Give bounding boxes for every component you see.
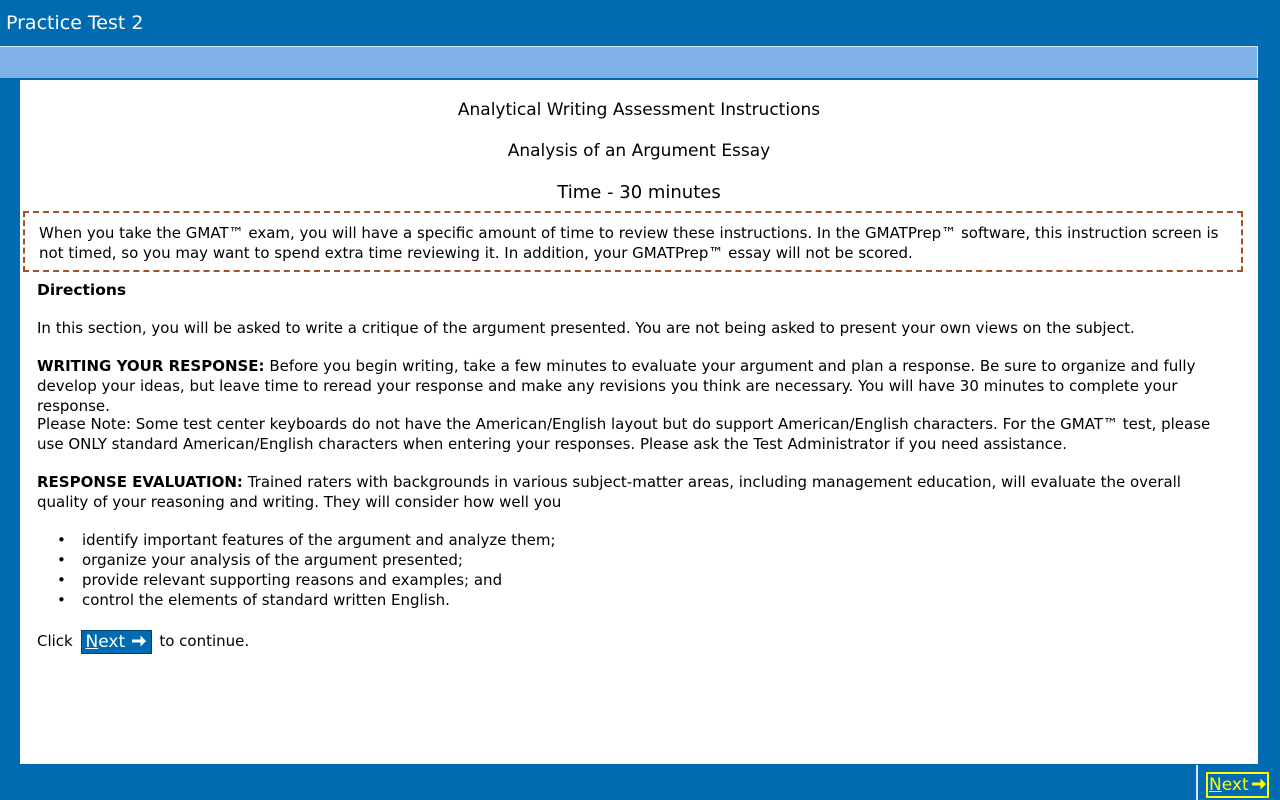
list-item: • organize your analysis of the argument presented; xyxy=(37,550,1237,570)
arrow-right-icon xyxy=(131,634,147,648)
bottom-toolbar xyxy=(20,765,1280,800)
writing-response-text: Before you begin writing, take a few minutes to evaluate your argument and plan a response. Be sure to organize and fully develop your ideas, but leave time to reread your response and make any revisions you think are necessary. You will have 30 minutes to complete your response. xyxy=(37,357,1196,415)
inline-next-illustration xyxy=(81,630,152,654)
directions-label: Directions xyxy=(37,281,127,299)
response-evaluation-label: RESPONSE EVALUATION: xyxy=(37,473,243,491)
continue-instruction xyxy=(37,629,249,654)
writing-response-paragraph xyxy=(37,356,1237,416)
keyboard-note-paragraph: Please Note: Some test center keyboards do not have the American/English layout but do support American/English characters. For the GMAT™ test, please use ONLY standard American/English characters when entering your responses. Please ask the Test Administrator if you need assistance. xyxy=(37,415,1211,453)
page-title: Analytical Writing Assessment Instructions xyxy=(457,100,821,120)
inline-next-mnemonic: N xyxy=(85,631,99,652)
toolbar-divider xyxy=(1196,765,1198,800)
arrow-right-icon xyxy=(1251,777,1267,791)
response-evaluation-text: Trained raters with backgrounds in various subject-matter areas, including management education, will evaluate the overall quality of your reasoning and writing. They will consider how well you xyxy=(37,473,1181,511)
list-item: • identify important features of the argument and analyze them; xyxy=(37,530,1237,550)
next-button-mnemonic: N xyxy=(1209,775,1222,795)
directions-paragraph: In this section, you will be asked to write a critique of the argument presented. You are not being asked to present your own views on the subject. xyxy=(37,319,1135,337)
instructions-panel xyxy=(20,80,1258,764)
click-suffix: to continue. xyxy=(159,632,250,650)
list-item: • control the elements of standard written English. xyxy=(37,590,1237,610)
next-button-label: ext xyxy=(1221,775,1249,795)
section-title: Analysis of an Argument Essay xyxy=(507,141,771,161)
untimed-notice: When you take the GMAT™ exam, you will have a specific amount of time to review these instructions. In the GMATPrep™ software, this instruction screen is not timed, so you may want to spend extra time reviewing it. In addition, your GMATPrep™ essay will not be scored. xyxy=(23,211,1243,272)
evaluation-criteria-list xyxy=(37,530,1237,610)
response-evaluation-paragraph xyxy=(37,472,1237,512)
toolbar-strip xyxy=(0,46,1258,78)
list-item: • provide relevant supporting reasons and examples; and xyxy=(37,570,1237,590)
window-title: Practice Test 2 xyxy=(0,0,1280,46)
click-prefix: Click xyxy=(37,632,73,650)
next-button[interactable] xyxy=(1206,772,1269,798)
time-limit: Time - 30 minutes xyxy=(557,182,721,203)
inline-next-label: ext xyxy=(98,631,126,652)
writing-response-label: WRITING YOUR RESPONSE: xyxy=(37,357,265,375)
